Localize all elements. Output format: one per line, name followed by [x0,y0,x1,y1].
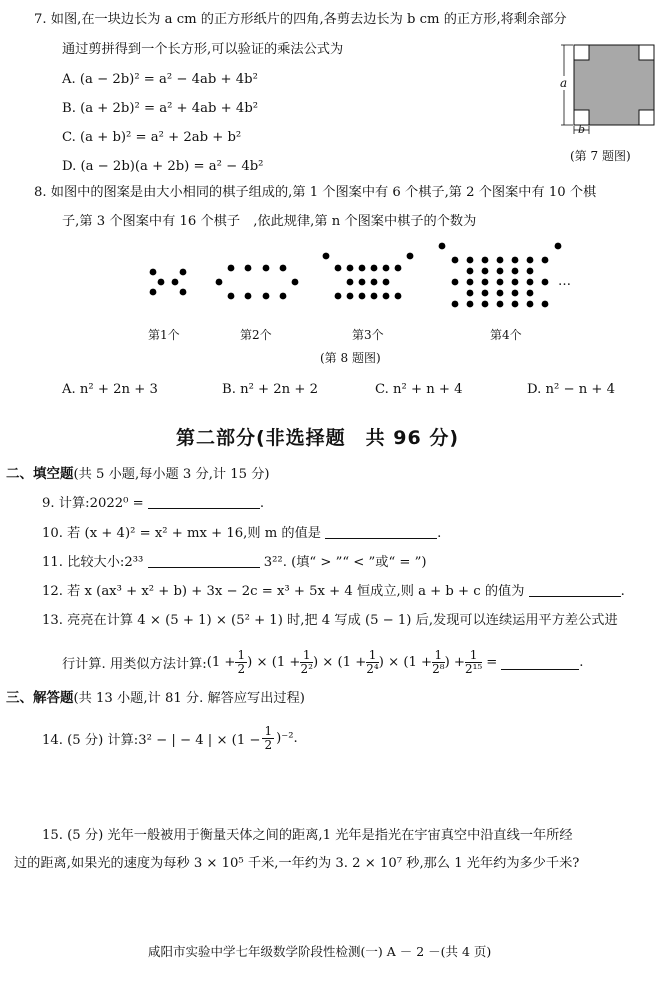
q10 [42,524,441,544]
chess-piece-dot [497,279,504,286]
q13-open-paren: (1 + [206,654,236,670]
q9-text: 9. 计算:2022⁰ = [42,496,144,511]
q7-stem-line1: 7. 如图,在一块边长为 a cm 的正方形纸片的四角,各剪去边长为 b cm 的正方形,将剩余部分 [34,12,567,27]
chess-piece-dot [180,289,187,296]
chess-piece-dot [527,290,534,297]
chess-piece-dot [180,269,187,276]
q8-pattern-label-4: 第4个 [490,328,522,342]
chess-piece-dot [383,293,390,300]
q9-answer-blank[interactable] [148,494,260,509]
q15-line2: 过的距离,如果光的速度为每秒 3 × 10⁵ 千米,一年约为 3. 2 × 10⁷ 秒,那么 1 光年约为多少千米? [14,856,580,871]
q11-instruction: . (填“ > ”“ < ”或“ = ”) [282,555,427,570]
section2-desc: (共 5 小题,每小题 3 分,计 15 分) [73,467,270,482]
chess-piece-dot [395,293,402,300]
chess-piece-dot [452,301,459,308]
chess-piece-dot [245,265,252,272]
q14-fraction: $\frac{1}{2}$ [264,723,273,752]
q7-figure-caption: (第 7 题图) [570,149,631,163]
chess-piece-dot [280,293,287,300]
q7-option-a: A. (a − 2b)² = a² − 4ab + 4b² [62,72,258,87]
q13-lead: 行计算. 用类似方法计算: [62,656,207,672]
section3-title: 三、解答题 [6,690,74,706]
q14 [42,716,298,760]
q8-figure-caption: (第 8 题图) [320,351,381,365]
chess-piece-dot [452,279,459,286]
q11-answer-blank[interactable] [148,553,260,568]
q14-exponent: )⁻². [276,730,298,746]
chess-piece-dot [263,293,270,300]
q9-period: . [259,496,265,511]
section2-heading [6,464,270,485]
section3-desc: (共 13 小题,计 81 分. 解答应写出过程) [73,691,305,706]
chess-piece-dot [542,301,549,308]
q7-option-b: B. (a + 2b)² = a² + 4ab + 4b² [62,101,259,116]
q14-text: 14. (5 分) 计算:3² − | − 4 | × (1 − [42,732,261,748]
chess-piece-dot [359,265,366,272]
chess-piece-dot [371,265,378,272]
section2-title: 二、填空题 [6,466,74,482]
q13-times-2: ) × (1 + [312,654,367,670]
chess-piece-dot [383,279,390,286]
chess-piece-dot [439,243,446,250]
chess-piece-dot [347,293,354,300]
q13-stem-line1: 13. 亮亮在计算 4 × (5 + 1) × (5² + 1) 时,把 4 写成 (5 − 1) 后,发现可以连续运用平方差公式进 [42,613,618,628]
chess-piece-dot [482,301,489,308]
chess-piece-dot [497,257,504,264]
q10-answer-blank[interactable] [325,524,437,539]
q13-fraction-4: $\frac{1}{\text{2⁸}}$ [432,647,445,676]
q13-period: . [579,654,584,670]
chess-piece-dot [497,268,504,275]
chess-piece-dot [555,243,562,250]
chess-piece-dot [150,269,157,276]
q7-stem-line2: 通过剪拼得到一个长方形,可以验证的乘法公式为 [62,42,344,57]
q8-pattern-label-2: 第2个 [240,328,272,342]
q8-pattern-4 [439,243,562,308]
q10-text: 10. 若 (x + 4)² = x² + mx + 16,则 m 的值是 [42,526,321,541]
q8-pattern-2 [216,265,299,300]
q12-text: 12. 若 x (ax³ + x² + b) + 3x − 2c = x³ + 5x + 4 恒成立,则 a + b + c 的值为 [42,584,525,599]
chess-piece-dot [292,279,299,286]
chess-piece-dot [347,279,354,286]
chess-piece-dot [497,301,504,308]
q11-right-operand: 3²² [263,555,283,570]
chess-piece-dot [467,257,474,264]
chess-piece-dot [482,257,489,264]
chess-piece-dot [150,289,157,296]
chess-piece-dot [497,290,504,297]
chess-piece-dot [482,268,489,275]
q8-dot-groups [150,243,562,308]
chess-piece-dot [263,265,270,272]
chess-piece-dot [512,279,519,286]
q8-stem-line1: 8. 如图中的图案是由大小相同的棋子组成的,第 1 个图案中有 6 个棋子,第 2 个图案中有 10 个棋 [34,185,597,200]
chess-piece-dot [527,279,534,286]
q7-option-d: D. (a − 2b)(a + 2b) = a² − 4b² [62,159,264,174]
chess-piece-dot [527,301,534,308]
chess-piece-dot [467,301,474,308]
q7-figure [558,40,658,140]
chess-piece-dot [323,253,330,260]
q8-option-b: B. n² + 2n + 2 [222,382,318,397]
chess-piece-dot [359,279,366,286]
q13-fraction-5: $\frac{1}{\text{2¹⁵}}$ [464,647,483,676]
q9 [42,494,264,514]
page-footer: 咸阳市实验中学七年级数学阶段性检测(一) A － 2 －(共 4 页) [148,944,492,959]
q13-expression [62,640,583,684]
section3-heading [6,688,305,709]
q13-fraction-2: $\frac{1}{\text{2²}}$ [300,647,313,676]
chess-piece-dot [371,279,378,286]
chess-piece-dot [407,253,414,260]
chess-piece-dot [228,293,235,300]
q11-text: 11. 比较大小:2³³ [42,555,144,570]
chess-piece-dot [452,257,459,264]
chess-piece-dot [512,301,519,308]
chess-piece-dot [359,293,366,300]
chess-piece-dot [395,265,402,272]
chess-piece-dot [467,268,474,275]
chess-piece-dot [467,290,474,297]
chess-piece-dot [335,293,342,300]
chess-piece-dot [216,279,223,286]
chess-piece-dot [512,268,519,275]
q7-figure-label-a: a [560,76,568,90]
q8-pattern-label-1: 第1个 [148,328,180,342]
chess-piece-dot [542,257,549,264]
chess-piece-dot [280,265,287,272]
q8-patterns-figure [140,236,580,328]
chess-piece-dot [347,265,354,272]
q13-equals: = [486,654,498,670]
chess-piece-dot [245,293,252,300]
q12-period: . [620,584,625,599]
q10-period: . [437,526,442,541]
q8-option-c: C. n² + n + 4 [375,382,463,397]
q8-pattern-label-3: 第3个 [352,328,384,342]
q7-option-c: C. (a + b)² = a² + 2ab + b² [62,130,242,145]
q13-close-paren: ) + [444,654,465,670]
chess-piece-dot [228,265,235,272]
q13-fraction-1: $\frac{1}{2}$ [237,647,246,676]
q15-line1: 15. (5 分) 光年一般被用于衡量天体之间的距离,1 光年是指光在宇宙真空中沿直线一年所经 [42,828,573,843]
chess-piece-dot [482,279,489,286]
q13-answer-blank[interactable] [501,655,579,670]
chess-piece-dot [467,279,474,286]
chess-piece-dot [527,268,534,275]
chess-piece-dot [158,279,165,286]
q8-option-d: D. n² − n + 4 [527,382,616,397]
q8-pattern-1 [150,269,187,296]
q13-times-3: ) × (1 + [378,654,433,670]
part2-title: 第二部分(非选择题 共 96 分) [176,427,460,449]
chess-piece-dot [371,293,378,300]
q8-ellipsis: … [558,274,571,289]
q12 [42,582,625,602]
q13-times-1: ) × (1 + [247,654,301,670]
q13-fraction-3: $\frac{1}{\text{2⁴}}$ [366,647,379,676]
chess-piece-dot [512,257,519,264]
chess-piece-dot [172,279,179,286]
chess-piece-dot [542,279,549,286]
q8-pattern-3 [323,253,414,300]
q12-answer-blank[interactable] [529,582,621,597]
q11 [42,553,427,573]
q8-stem-line2: 子,第 3 个图案中有 16 个棋子 ,依此规律,第 n 个图案中棋子的个数为 [62,214,477,229]
chess-piece-dot [527,257,534,264]
q8-option-a: A. n² + 2n + 3 [62,382,158,397]
chess-piece-dot [482,290,489,297]
chess-piece-dot [335,265,342,272]
chess-piece-dot [383,265,390,272]
q7-figure-label-b: b [578,123,586,136]
chess-piece-dot [512,290,519,297]
